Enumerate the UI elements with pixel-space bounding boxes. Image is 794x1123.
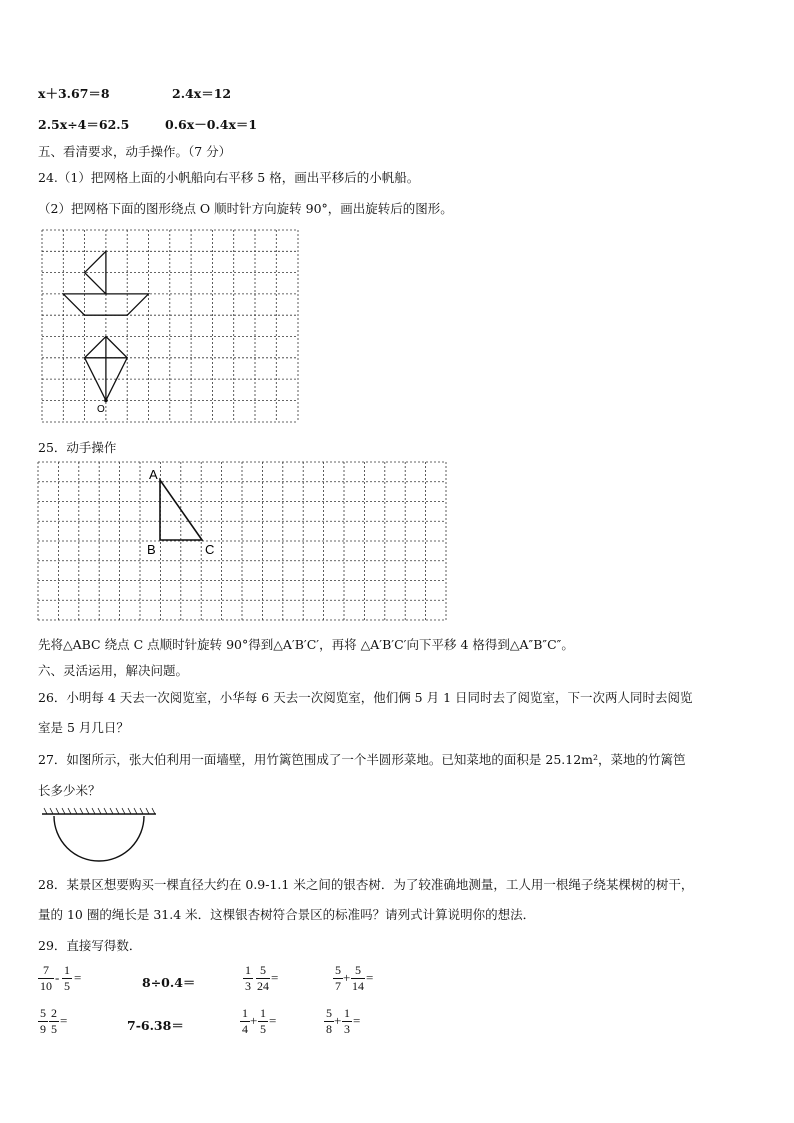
- question-25-instructions: 先将△ABC 绕点 C 点顺时针旋转 90°得到△A′B′C′，再将 △A′B′C′向下平移 4 格得到△A″B″C″。: [38, 637, 574, 652]
- grid-triangle: [38, 462, 450, 624]
- vertex-b-label: B: [147, 542, 156, 557]
- section-6-heading: 六、灵活运用，解决问题。: [38, 663, 189, 678]
- question-24-part-2: （2）把网格下面的图形绕点 O 顺时针方向旋转 90°，画出旋转后的图形。: [38, 201, 453, 216]
- question-26-line-1: 26．小明每 4 天去一次阅览室，小华每 6 天去一次阅览室，他们俩 5 月 1 日同时去了阅览室，下一次两人同时去阅览: [38, 690, 693, 705]
- question-27-line-2: 长多少米？: [38, 783, 101, 798]
- equation-1: x＋3.67＝8: [38, 86, 110, 101]
- equation-4: 0.6x－0.4x＝1: [165, 117, 258, 132]
- calc-r1c2: 8÷0.4＝: [142, 975, 196, 990]
- question-28-line-2: 量的 10 圈的绳长是 31.4 米．这棵银杏树符合景区的标准吗？请列式计算说明你的想法．: [38, 907, 536, 922]
- sailboat-shape: [63, 251, 148, 315]
- point-o-marker: [104, 399, 108, 403]
- section-5-heading: 五、看清要求，动手操作。（7 分）: [38, 144, 232, 159]
- question-29-heading: 29．直接写得数．: [38, 938, 142, 953]
- vertex-c-label: C: [205, 542, 215, 557]
- question-28-line-1: 28．某景区想要购买一棵直径大约在 0.9-1.1 米之间的银杏树．为了较准确地测量，工人用一根绳子绕某棵树的树干，: [38, 877, 694, 892]
- point-o-label: O: [97, 404, 105, 415]
- equation-3: 2.5x÷4＝62.5: [38, 117, 130, 132]
- semicircle-garden-figure: [40, 808, 160, 868]
- question-24-part-1: 24.（1）把网格上面的小帆船向右平移 5 格，画出平移后的小帆船。: [38, 170, 420, 185]
- question-26-line-2: 室是 5 月几日？: [38, 720, 129, 735]
- question-25-heading: 25．动手操作: [38, 440, 117, 455]
- equation-2: 2.4x＝12: [172, 86, 232, 101]
- vertex-a-label: A: [149, 467, 158, 482]
- kite-shape: [85, 337, 128, 401]
- grid-sailboat-kite: [42, 230, 302, 426]
- question-27-line-1: 27．如图所示，张大伯利用一面墙壁，用竹篱笆围成了一个半圆形菜地。已知菜地的面积是 25.12m²，菜地的竹篱笆: [38, 752, 686, 767]
- calc-r2c2: 7-6.38＝: [127, 1018, 184, 1033]
